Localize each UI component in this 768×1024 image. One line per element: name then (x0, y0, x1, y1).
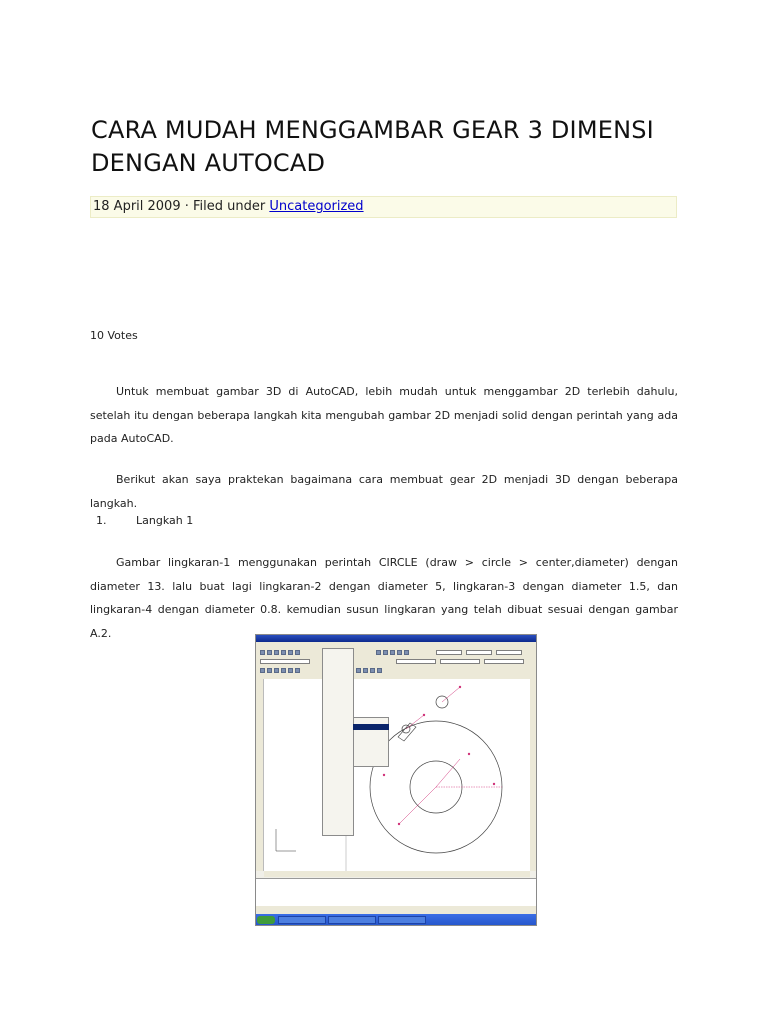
step-paragraph: Gambar lingkaran-1 menggunakan perintah CIRCLE (draw > circle > center,diameter) dengan diameter 13. lalu buat lagi lingkaran-2 dengan diameter 5, lingkaran-3 dengan diameter 1.5, dan lingkaran-4 dengan diameter 0.8. kemudian susun lingkaran yang telah dibuat sesuai dengan gambar A.2. (90, 556, 678, 640)
step-heading (96, 514, 193, 527)
step-number: 1. (96, 514, 107, 527)
intro-paragraph: Untuk membuat gambar 3D di AutoCAD, lebih mudah untuk menggambar 2D terlebih dahulu, setelah itu dengan beberapa langkah kita mengubah gambar 2D menjadi solid dengan perintah yang ada pada AutoCAD. (90, 385, 678, 445)
figure-layout-tabs (264, 871, 530, 877)
figure-command-line (256, 878, 536, 906)
figure-toolbar-3 (256, 666, 536, 680)
title-line-2: DENGAN AUTOCAD (91, 149, 326, 177)
figure-draw-menu (322, 648, 354, 836)
votes-count: 10 Votes (90, 329, 138, 342)
post-meta (90, 196, 677, 218)
category-link[interactable]: Uncategorized (269, 199, 364, 214)
figure-drawing-area (264, 679, 530, 871)
figure-window-titlebar (256, 635, 536, 642)
figure-left-toolbar (256, 679, 264, 871)
step-label: Langkah 1 (136, 514, 194, 527)
figure-statusbar (256, 906, 536, 914)
figure-taskbar (256, 914, 536, 926)
post-date-text: 18 April 2009 · Filed under (93, 199, 270, 214)
autocad-screenshot-figure (255, 634, 537, 926)
title-line-1: CARA MUDAH MENGGAMBAR GEAR 3 DIMENSI (91, 116, 654, 144)
drawing-svg (264, 679, 530, 871)
second-paragraph: Berikut akan saya praktekan bagaimana cara membuat gear 2D menjadi 3D dengan beberapa langkah. (90, 473, 678, 510)
article-title (91, 114, 691, 180)
